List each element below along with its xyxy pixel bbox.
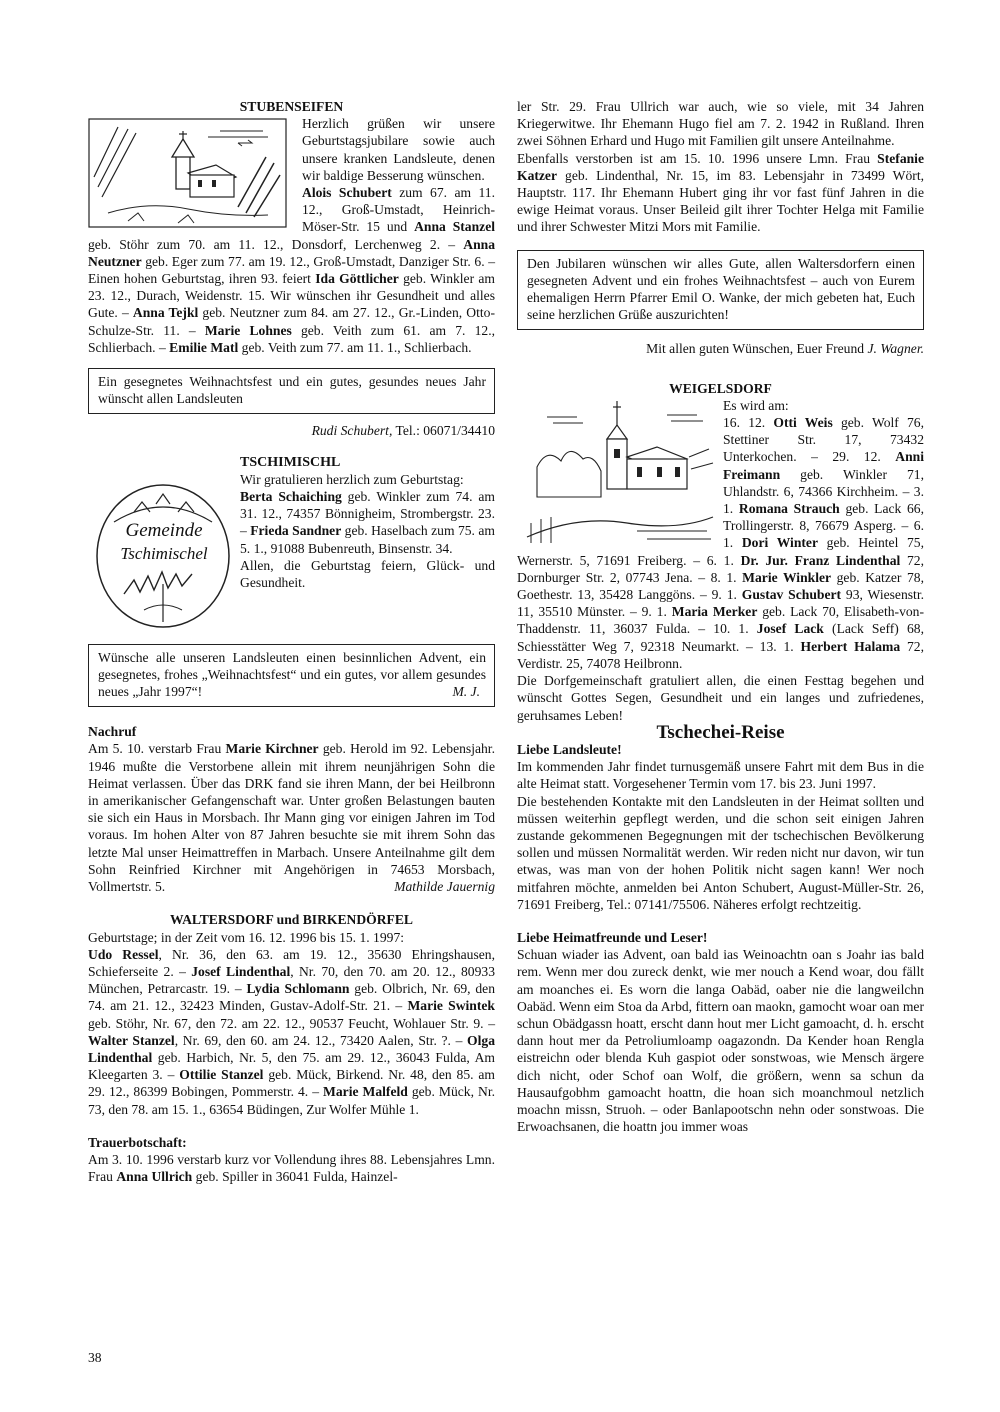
seal-text-gemeinde: Gemeinde bbox=[125, 519, 203, 541]
tschimischl-birthdays: Berta Schaiching geb. Winkler zum 74. am 31. 12., 74357 Bönnigheim, Strombergstr. 23. – Frieda Sandner geb. Haselbach zum 75. am 5. 1., 91088 Bubenreuth, Binsenstr. 34. bbox=[240, 489, 495, 556]
dialect-paragraph: Schuan wiader ias Advent, oan bald ias Weinoachtn oan s Joahr ias bald rem. Wenn mer dou zureck denkt, wie mer nouch a Kend woar, dou fällt am moanches ei. Es worn die langa Oabäd, oaber nie die langweilchn Oabäd. Wenn eim Stoa da Arbd, fittern oan maokn, gamocht woar oan mer schun Obädgassn hoatt, erscht dann hout mer Licht gamoacht, d. h. erscht dann hout mer da Petroliumloamp oagazondn. Da Kender hoan Rengla eistreichn oder blenda Kuh gaspiot oder sonstwoas, wie Mensch ärgere dich nicht, oder Schof oan Wolf, die größern, wenn sa schun da Hausaufgobhm gamoacht hoattn, die hoan sich moanchmoul netzlich moachn missn, Struoh. – oder Banlapootschn nehn oder sonstwoas. Die Erwoachsanen, die hoattn jou immer woas bbox=[517, 947, 924, 1135]
stubenseifen-heading: STUBENSEIFEN bbox=[239, 99, 344, 114]
right-column bbox=[517, 98, 924, 1135]
stubenseifen-greeting-box: Ein gesegnetes Weihnachtsfest und ein gutes, gesundes neues Jahr wünscht allen Landsleuten bbox=[88, 368, 495, 414]
weigelsdorf-intro: Es wird am: bbox=[723, 397, 789, 413]
nachruf-text: Am 5. 10. verstarb Frau Marie Kirchner geb. Herold im 92. Lebensjahr. 1946 mußte die Verstorbene allein mit ihrem neunjährigen Sohn die Heimat verlassen. Über das DRK fand sie ihren Mann, der bei Heilbronn in amerikanischer Gefangenschaft war. Unter großen Belastungen bauten sie sich ein Haus in Morsbach. Ihr Mann ging vor einigen Jahren im Tod voraus. Im hohen Alter von 87 Jahren besuchte sie mit ihrem Sohn das letzte Mal unser Heimattreffen in Marbach. Unsere Anteilnahme gilt dem Sohn Reinfried Kirchner mit Angehörigen in 74653 Morsbach, Vollmertstr. 5. Mathilde Jauernig bbox=[88, 741, 495, 895]
page-number: 38 bbox=[88, 1350, 102, 1365]
tschimischl-box-signature: M. J. bbox=[452, 684, 480, 700]
nachruf-signature: Mathilde Jauernig bbox=[394, 879, 495, 895]
reise-title: Tschechei-Reise bbox=[656, 721, 785, 743]
katzer-obituary: Ebenfalls verstorben ist am 15. 10. 1996 unsere Lmn. Frau Stefanie Katzer geb. Lindenthal, Nr. 15, im 83. Lebensjahr in 73499 Wört, Hauptstr. 117. Ihr Ehemann Hubert ging ihr vor fast fünf Jahren in die ewige Heimat voraus. Unser Beileid gilt ihrer Tochter Helga mit Familie und ihrer Schwester Mitzi Mors mit Familie. bbox=[517, 150, 924, 235]
wagner-signature: Mit allen guten Wünschen, Euer Freund J. Wagner. bbox=[646, 341, 924, 357]
waltersdorf-heading: WALTERSDORF und BIRKENDÖRFEL bbox=[170, 912, 413, 928]
waltersdorf-greeting-box: Den Jubilaren wünschen wir alles Gute, allen Waltersdorfern einen gesegneten Advent und ein frohes Weihnachtsfest – auch von Eurem ehemaligen Herrn Pfarrer Emil O. Wanke, der mich gebeten hat, Euch seine herzlichen Grüße auszurichten! bbox=[517, 250, 924, 331]
nachruf-heading: Nachruf bbox=[88, 724, 137, 740]
stubenseifen-birthdays: Alois Schubert zum 67. am 11. 12., Groß-Umstadt, Heinrich-Möser-Str. 15 und Anna Stanzel geb. Stöhr zum 70. am 11. 12., Donsdorf, Lerchenweg 2. – Anna Neutzner geb. Eger zum 77. am 19. 12., Groß-Umstadt, Danziger Str. 6. – Einen hohen Geburtstag, ihren 93. feiert Ida Göttlicher geb. Winkler am 23. 12., Durach, Weidenstr. 15. Wir wünschen ihr Gesundheit und alles Gute. – Anna Tejkl geb. Neutzner zum 84. am 27. 12., Gr.-Linden, Otto-Schulze-Str. 11. – Marie Lohnes geb. Veith zum 61. am 7. 12., Schlierbach. – Emilie Matl geb. Veith zum 77. am 11. 1., Schlierbach. bbox=[88, 185, 496, 355]
church-illustration bbox=[88, 117, 292, 232]
weigelsdorf-illustration bbox=[517, 397, 717, 549]
tschimischl-seal bbox=[94, 482, 234, 632]
left-column bbox=[88, 98, 495, 1185]
weigelsdorf-birthdays: 16. 12. Otti Weis geb. Wolf 76, Stettiner Str. 17, 73432 Unterkochen. – 29. 12. Anni Freimann geb. Winkler 71, Uhlandstr. 6, 74366 Kirchheim. – 3. 1. Romana Strauch geb. Lack 66, Trollingerstr. 8, 76679 Asperg. – 6. 1. Dori Winter geb. Heintel 75, Wernerstr. 5, 71691 Freiberg. – 6. 1. Dr. Jur. Franz Lindenthal 72, Dornburger Str. 2, 07743 Jena. – 8. 1. Marie Winkler geb. Katzer 78, Goethestr. 13, 35428 Langgöns. – 9. 1. Gustav Schubert 93, Wiesenstr. 11, 35510 Münster. – 9. 1. Maria Merker geb. Lack 70, Elisabeth-von-Thaddenstr. 11, 36037 Fulda. – 10. 1. Josef Lack (Lack Seff) 68, Schiesstätter Weg 7, 92318 Neumarkt. – 13. 1. Herbert Halama 72, Verdistr. 25, 74078 Heilbronn. bbox=[517, 415, 925, 671]
waltersdorf-birthdays: Udo Ressel, Nr. 36, den 63. am 19. 12., 35630 Ehringshausen, Schieferseite 2. – Josef Lindenthal, Nr. 70, den 70. am 20. 12., 80933 München, Petrarcastr. 19. – Lydia Schlomann geb. Olbrich, Nr. 69, den 74. am 21. 12., 32423 Minden, Gustav-Adolf-Str. 21. – Marie Swintek geb. Stöhr, Nr. 67, den 72. am 22. 12., 90537 Feucht, Wohlauer Str. 9. – Walter Stanzel, Nr. 69, den 60. am 24. 12., 73420 Aalen, Str. ?. – Olga Lindenthal geb. Harbich, Nr. 5, den 75. am 29. 12., 36043 Fulda, Am Kleegarten 3. – Ottilie Stanzel geb. Mück, Birkend. Nr. 48, den 85. am 29. 12., 86399 Bobingen, Pommerstr. 4. – Marie Malfeld geb. Mück, Nr. 73, den 78. am 15. 1., 63654 Büdingen, Zur Wolfer Mühle 1. bbox=[88, 946, 496, 1117]
reise-paragraph-2: Die bestehenden Kontakte mit den Landsleuten in der Heimat sollten und müssen weiterhin gepflegt werden, und die schon seit einigen Jahren zustande gekommenen Begegnungen mit der tschechischen Bevölkerung sollen und müssen Normalität werden. Wir reden nicht nur davon, wir tun etwas, was man von der hohen Politik nicht sagen kann! Wer noch mitfahren möchte, anmelden bei Anton Schubert, August-Müller-Str. 26, 71691 Freiberg, Tel.: 07141/75506. Näheres erfolgt rechtzeitig. bbox=[517, 793, 924, 912]
dialect-salutation: Liebe Heimatfreunde und Leser! bbox=[517, 929, 708, 945]
seal-text-tschimischel: Tschimischel bbox=[120, 543, 208, 563]
trauer-text: Am 3. 10. 1996 verstarb kurz vor Vollendung ihres 88. Lebensjahres Lmn. Frau Anna Ullrich geb. Spiller in 36041 Fulda, Hainzel- bbox=[88, 1151, 495, 1185]
church-sketch-icon bbox=[88, 117, 288, 229]
tschimischl-heading: TSCHIMISCHL bbox=[240, 454, 341, 470]
weigelsdorf-wishes: Die Dorfgemeinschaft gratuliert allen, die einen Festtag begehen und wünscht Gottes Segen, Gesundheit und ein langes und zufriedenes, geruhsames Leben! bbox=[517, 673, 924, 723]
tschimischl-intro: Wir gratulieren herzlich zum Geburtstag: bbox=[240, 471, 464, 487]
weigelsdorf-heading: WEIGELSDORF bbox=[669, 380, 772, 396]
church-village-sketch-icon bbox=[517, 397, 715, 547]
trauer-heading: Trauerbotschaft: bbox=[88, 1134, 187, 1150]
tschimischl-wishes: Allen, die Geburtstag feiern, Glück- und Gesundheit. bbox=[240, 557, 495, 591]
reise-salutation: Liebe Landsleute! bbox=[517, 741, 622, 757]
stubenseifen-intro: Herzlich grüßen wir unsere Geburtstagsjubilare sowie auch unsere kranken Landsleute, denen wir baldige Besserung wünschen. bbox=[302, 116, 495, 183]
waltersdorf-intro: Geburtstage; in der Zeit vom 16. 12. 1996 bis 15. 1. 1997: bbox=[88, 929, 405, 945]
tschimischl-section bbox=[88, 454, 495, 632]
stubenseifen-signature: Rudi Schubert, Tel.: 06071/34410 bbox=[311, 423, 495, 439]
reise-paragraph-1: Im kommenden Jahr findet turnusgemäß unsere Fahrt mit dem Bus in die alte Heimat statt. Vorgesehener Termin vom 17. bis 23. Juni 1997. bbox=[517, 759, 924, 792]
ullrich-continuation: ler Str. 29. Frau Ullrich war auch, wie so viele, mit 34 Jahren Kriegerwitwe. Ihr Ehemann Hugo fiel am 7. 2. 1942 in Rußland. Ihren zwei Söhnen Erhard und Hugo mit Familien gilt unsere Anteilnahme. bbox=[517, 99, 924, 149]
tschimischl-greeting-box: Wünsche alle unseren Landsleuten einen besinnlichen Advent, ein gesegnetes, frohes „Weihnachtsfest“ und ein gutes, vor allem gesundes neues „Jahr 1997“! M. J. bbox=[88, 644, 495, 708]
